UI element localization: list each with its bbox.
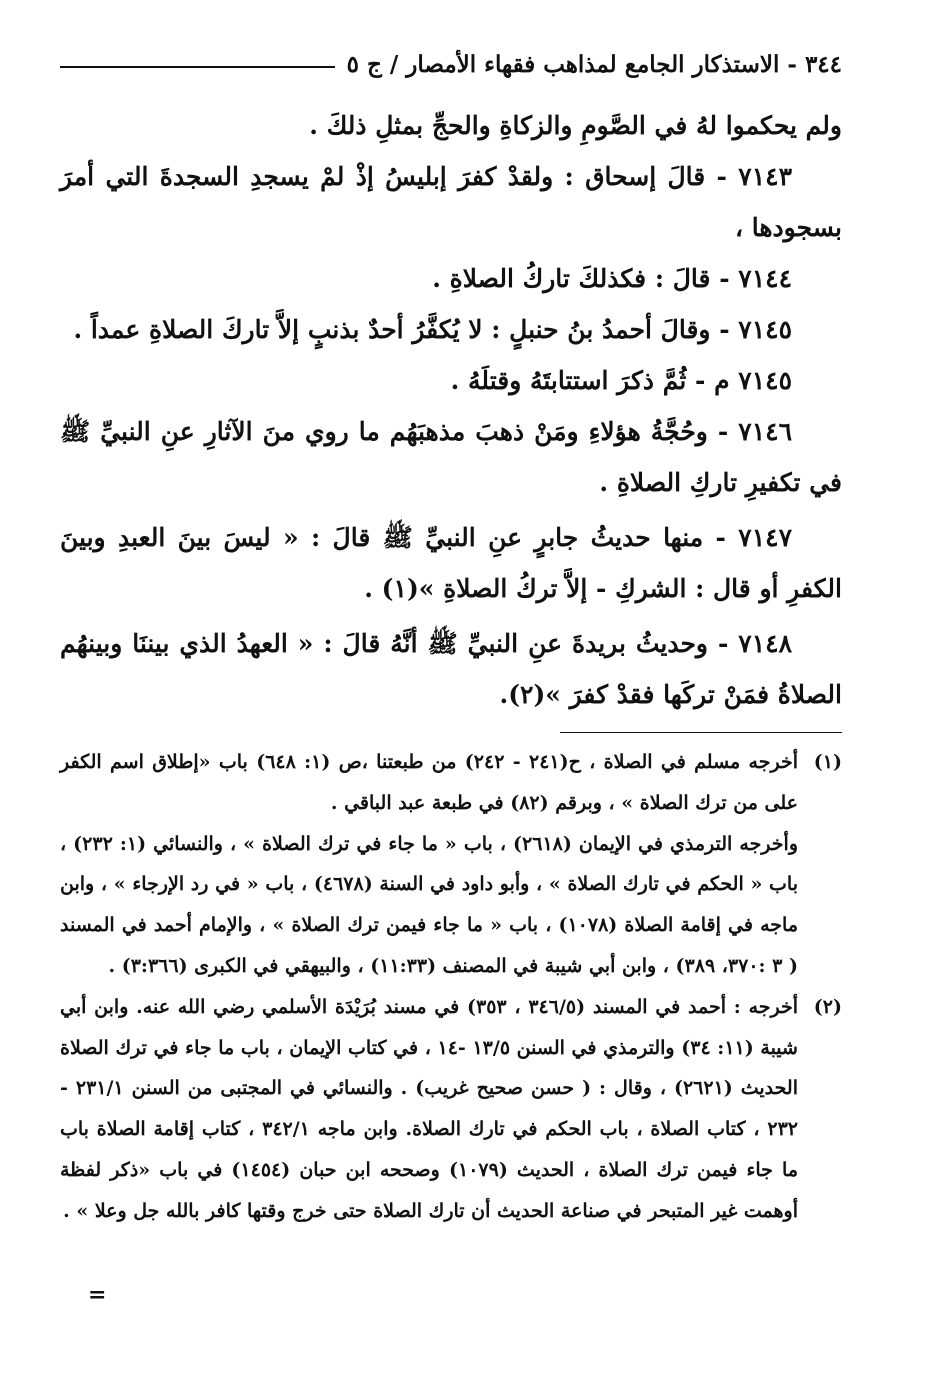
paragraph-7145m: ٧١٤٥ م - ثُمَّ ذكرَ استتابتَهُ وقتلَهُ . [450, 366, 792, 395]
footnote-number: (١) [813, 751, 842, 773]
running-header [60, 44, 842, 84]
footnote-text: وأخرجه الترمذي في الإيمان (٢٦١٨) ، باب « ما جاء في ترك الصلاة » ، والنسائي (١: ٢٣٢) ، باب « الحكم في تارك الصلاة » ، وأبو داود في السنة (٤٦٧٨) ، باب « في رد الإرجاء » ، وابن ماجه في إقامة الصلاة (١٠٧٨) ، باب « ما جاء فيمن ترك الصلاة » ، والإمام أحمد في المسند ( ٣ :٣٧٠، ٣٨٩) ، وابن أبي شيبة في المصنف (١١:٣٣) ، والبيهقي في الكبرى (٣:٣٦٦) . [60, 832, 799, 977]
footnote-2 [60, 987, 842, 1232]
footnote-text: أخرجه مسلم في الصلاة ، ح(٢٤١ - ٢٤٢) من طبعتنا ،ص (١: ٦٤٨) باب «إطلاق اسم الكفر على من ترك الصلاة » ، وبرقم (٨٢) في طبعة عبد الباقي . [60, 751, 798, 814]
header-rule [60, 66, 335, 68]
footnote-number: (٢) [813, 995, 842, 1018]
paragraph-7147: ٧١٤٧ - منها حديثُ جابرٍ عنِ النبيِّ ﷺ قالَ : « ليسَ بينَ العبدِ وبينَ الكفرِ أو قال : الشركِ - إلاَّ تركُ الصلاةِ »(١) . [60, 523, 842, 603]
paragraph-7148: ٧١٤٨ - وحديثُ بريدةَ عنِ النبيِّ ﷺ أنَّهُ قالَ : « العهدُ الذي بيننَا وبينهُم الصلاةُ فمَنْ تركَها فقدْ كفرَ »(٢). [60, 629, 842, 709]
continuation-mark: = [88, 1282, 107, 1308]
paragraph-7145: ٧١٤٥ - وقالَ أحمدُ بنُ حنبلٍ : لا يُكفَّرُ أحدٌ بذنبٍ إلاَّ تاركَ الصلاةِ عمداً . [73, 315, 792, 344]
paragraph-7144: ٧١٤٤ - قالَ : فكذلكَ تاركُ الصلاةِ . [432, 264, 792, 293]
main-text [60, 100, 842, 720]
text-line: ولم يحكموا لهُ في الصَّومِ والزكاةِ والحجِّ بمثلِ ذلكَ . [309, 111, 842, 140]
paragraph-7146: ٧١٤٦ - وحُجَّةُ هؤلاءِ ومَنْ ذهبَ مذهبَهُم ما روي منَ الآثارِ عنِ النبيِّ ﷺ في تكفيرِ تاركِ الصلاةِ . [60, 417, 842, 497]
footnote-separator [560, 732, 842, 733]
paragraph-7143: ٧١٤٣ - قالَ إسحاق : ولقدْ كفرَ إبليسُ إذْ لمْ يسجدِ السجدةَ التي أمرَ بسجودها ، [60, 162, 842, 242]
footnotes [60, 742, 842, 1232]
footnote-text: أخرجه : أحمد في المسند (٣٤٦/٥ ، ٣٥٣) في مسند بُرَيْدَة الأسلمي رضي الله عنه. وابن أبي شيبة (١١: ٣٤) والترمذي في السنن ١٣/٥ -١٤ ، في كتاب الإيمان ، باب ما جاء في ترك الصلاة الحديث (٢٦٢١) ، وقال : ( حسن صحيح غريب) . والنسائي في المجتبى من السنن ٢٣١/١ - ٢٣٢ ، كتاب الصلاة ، باب الحكم في تارك الصلاة. وابن ماجه ٣٤٢/١ ، كتاب إقامة الصلاة باب ما جاء فيمن ترك الصلاة ، الحديث (١٠٧٩) وصححه ابن حبان (١٤٥٤) في باب «ذكر لفظة أوهمت غير المتبحر في صناعة الحديث أن تارك الصلاة حتى خرج وقتها كافر بالله جل وعلا » . [60, 995, 799, 1222]
footnote-1 [60, 742, 842, 987]
header-title: ٣٤٤ - الاستذكار الجامع لمذاهب فقهاء الأمصار / ج ٥ [346, 50, 842, 78]
